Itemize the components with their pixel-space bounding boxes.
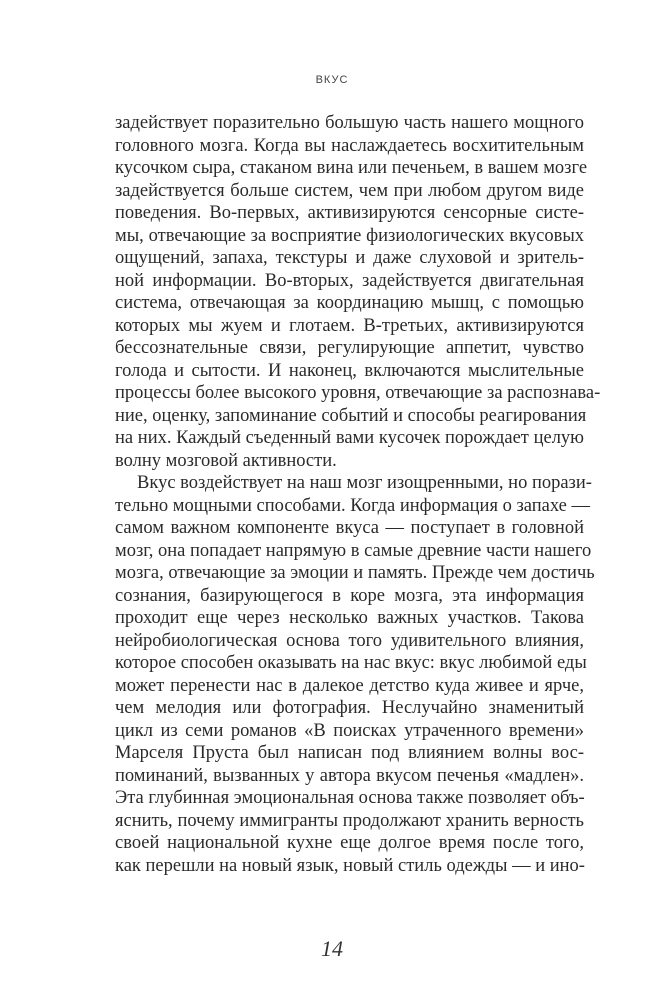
text-line: чем мелодия или фотография. Неслучайно знаменитый	[115, 698, 584, 718]
text-line: которых мы жуем и глотаем. В-третьих, активизируются	[115, 315, 584, 336]
text-line: поведения. Во-первых, активизируются сенсорные систе-	[115, 203, 584, 223]
text-line: задействует поразительно большую часть нашего мощного	[115, 113, 584, 133]
text-line: кусочком сыра, стаканом вина или печеньем, в вашем мозге	[115, 158, 588, 178]
text-line: может перенести нас в далекое детство куда живее и ярче,	[115, 675, 584, 696]
text-line: яснить, почему иммигранты продолжают хранить верность	[115, 810, 584, 831]
text-line: Вкус воздействует на наш мозг изощренными, но порази-	[137, 473, 592, 493]
text-line: задействуется больше систем, чем при любом другом виде	[115, 180, 584, 201]
text-line: которое способен оказывать на нас вкус: вкус любимой еды	[115, 653, 587, 673]
page-number: 14	[321, 936, 343, 961]
text-line: бессознательные связи, регулирующие аппетит, чувство	[115, 338, 584, 358]
text-line: как перешли на новый язык, новый стиль одежды — и ино-	[115, 855, 585, 876]
text-line: процессы более высокого уровня, отвечающие за распознава-	[115, 383, 601, 403]
text-line: цикл из семи романов «В поисках утраченного времени»	[115, 720, 584, 741]
text-line: проходит еще через несколько важных участков. Такова	[115, 608, 584, 628]
text-line: сознания, базирующегося в коре мозга, эта информация	[115, 585, 584, 606]
text-line: головного мозга. Когда вы наслаждаетесь восхитительным	[115, 135, 584, 156]
text-line: мозга, отвечающие за эмоции и память. Прежде чем достичь	[115, 563, 595, 583]
text-line: Марселя Пруста был написан под влиянием волны вос-	[115, 743, 584, 763]
text-line: тельно мощными способами. Когда информация о запахе —	[115, 495, 590, 516]
text-line: своей национальной кухне еще долгое время после того,	[115, 833, 584, 853]
text-line: ощущений, запаха, текстуры и даже слуховой и зритель-	[115, 248, 584, 268]
text-line: ние, оценку, запоминание событий и способы реагирования	[115, 405, 587, 426]
text-line: на них. Каждый съеденный вами кусочек порождает целую	[115, 428, 584, 448]
text-line: Эта глубинная эмоциональная основа также позволяет объ-	[115, 788, 585, 808]
text-line: поминаний, вызванных у автора вкусом печенья «мадлен».	[115, 765, 584, 786]
paragraph	[115, 472, 595, 877]
text-line: мозг, она попадает напрямую в самые древние части нашего	[115, 540, 592, 561]
text-line: самом важном компоненте вкуса — поступает в головной	[115, 518, 584, 538]
text-line: волну мозговой активности.	[115, 450, 337, 471]
body-text	[115, 112, 601, 877]
running-head: ВКУС	[315, 74, 349, 86]
paragraph	[115, 112, 601, 472]
text-line: нейробиологическая основа того удивительного влияния,	[115, 630, 584, 651]
text-line: мы, отвечающие за восприятие физиологических вкусовых	[115, 225, 584, 246]
text-line: система, отвечающая за координацию мышц, с помощью	[115, 293, 584, 313]
text-line: ной информации. Во-вторых, задействуется двигательная	[115, 270, 584, 291]
text-line: голода и сытости. И наконец, включаются мыслительные	[115, 360, 584, 381]
